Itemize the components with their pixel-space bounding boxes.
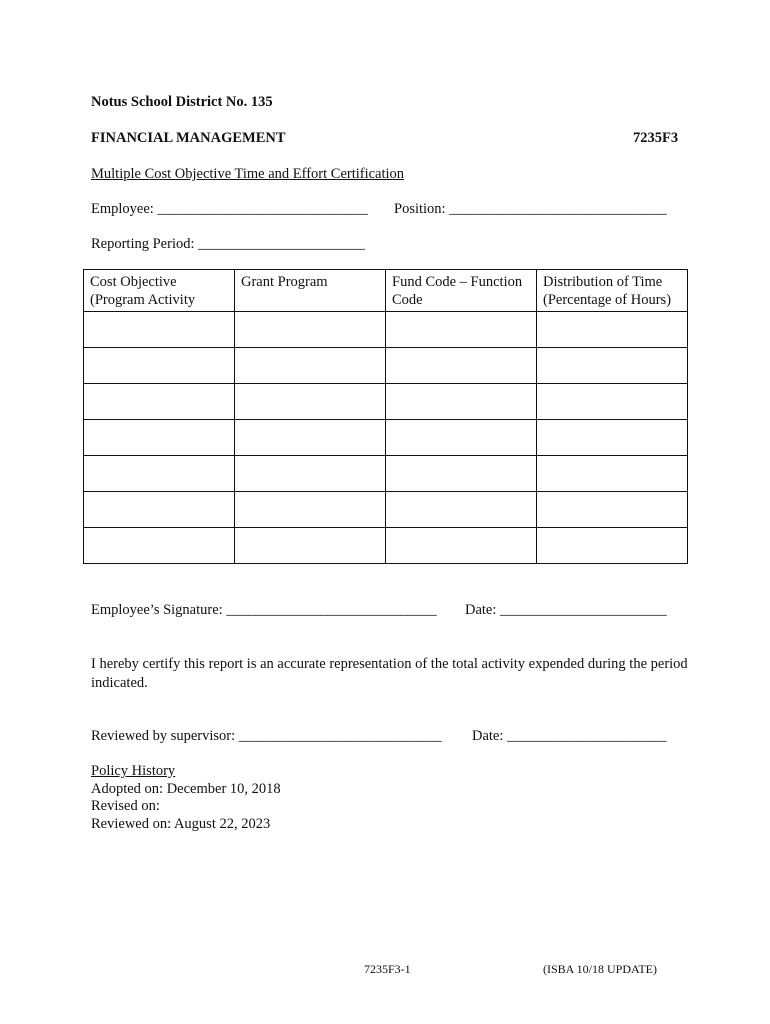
policy-history-heading: Policy History [91,763,176,779]
table-cell[interactable] [386,420,537,456]
district-name: Notus School District No. 135 [91,94,273,110]
table-cell[interactable] [84,492,235,528]
table-cell[interactable] [84,456,235,492]
table-cell[interactable] [537,384,688,420]
section-title: FINANCIAL MANAGEMENT [91,130,286,146]
table-cell[interactable] [235,348,386,384]
position-blank[interactable]: ______________________________ [449,201,667,217]
supervisor-blank[interactable]: ____________________________ [238,728,442,744]
reviewed-date: Reviewed on: August 22, 2023 [91,816,271,832]
signature-date-field[interactable] [465,602,667,619]
supervisor-review-field[interactable] [91,728,442,745]
header-grant-program: Grant Program [235,270,386,312]
table-row [84,420,688,456]
table-cell[interactable] [235,492,386,528]
signature-date-blank[interactable]: _______________________ [500,602,667,618]
table-cell[interactable] [386,312,537,348]
table-cell[interactable] [84,528,235,564]
table-row [84,348,688,384]
reporting-period-field[interactable] [91,236,365,253]
table-cell[interactable] [386,456,537,492]
employee-label: Employee: [91,201,154,217]
certification-statement: I hereby certify this report is an accurate representation of the total activity expended during the period indicated. [91,656,688,691]
table-cell[interactable] [235,456,386,492]
revised-date: Revised on: [91,798,160,814]
signature-date-label: Date: [465,602,497,618]
table-row [84,528,688,564]
position-field[interactable] [394,201,667,218]
footer-page-number: 7235F3-1 [364,962,411,976]
table-cell[interactable] [235,420,386,456]
table-header-row [84,270,688,312]
table-cell[interactable] [84,348,235,384]
header-fund-code: Fund Code – Function Code [386,270,537,312]
table-row [84,312,688,348]
employee-field[interactable] [91,201,368,218]
time-distribution-table [83,269,688,564]
table-cell[interactable] [537,528,688,564]
header-distribution: Distribution of Time (Percentage of Hours) [537,270,688,312]
table-cell[interactable] [235,528,386,564]
table-cell[interactable] [386,528,537,564]
table-cell[interactable] [386,348,537,384]
supervisor-date-blank[interactable]: ______________________ [507,728,667,744]
table-cell[interactable] [84,312,235,348]
employee-signature-field[interactable] [91,602,437,619]
supervisor-label: Reviewed by supervisor: [91,728,236,744]
table-row [84,456,688,492]
table-cell[interactable] [537,348,688,384]
supervisor-date-field[interactable] [472,728,667,745]
employee-blank[interactable]: _____________________________ [157,201,368,217]
form-code: 7235F3 [633,130,679,146]
table-row [84,492,688,528]
table-cell[interactable] [537,456,688,492]
table-cell[interactable] [386,492,537,528]
reporting-period-blank[interactable]: _______________________ [198,236,365,252]
table-row [84,384,688,420]
table-cell[interactable] [235,312,386,348]
adopted-date: Adopted on: December 10, 2018 [91,781,281,797]
reporting-period-label: Reporting Period: [91,236,195,252]
table-cell[interactable] [537,492,688,528]
table-cell[interactable] [537,312,688,348]
table-cell[interactable] [537,420,688,456]
signature-label: Employee’s Signature: [91,602,223,618]
header-cost-objective: Cost Objective (Program Activity [84,270,235,312]
supervisor-date-label: Date: [472,728,504,744]
table-cell[interactable] [235,384,386,420]
footer-update-note: (ISBA 10/18 UPDATE) [543,962,658,976]
position-label: Position: [394,201,446,217]
table-cell[interactable] [84,420,235,456]
signature-blank[interactable]: _____________________________ [226,602,437,618]
table-cell[interactable] [84,384,235,420]
form-title: Multiple Cost Objective Time and Effort Certification [91,166,405,182]
table-cell[interactable] [386,384,537,420]
